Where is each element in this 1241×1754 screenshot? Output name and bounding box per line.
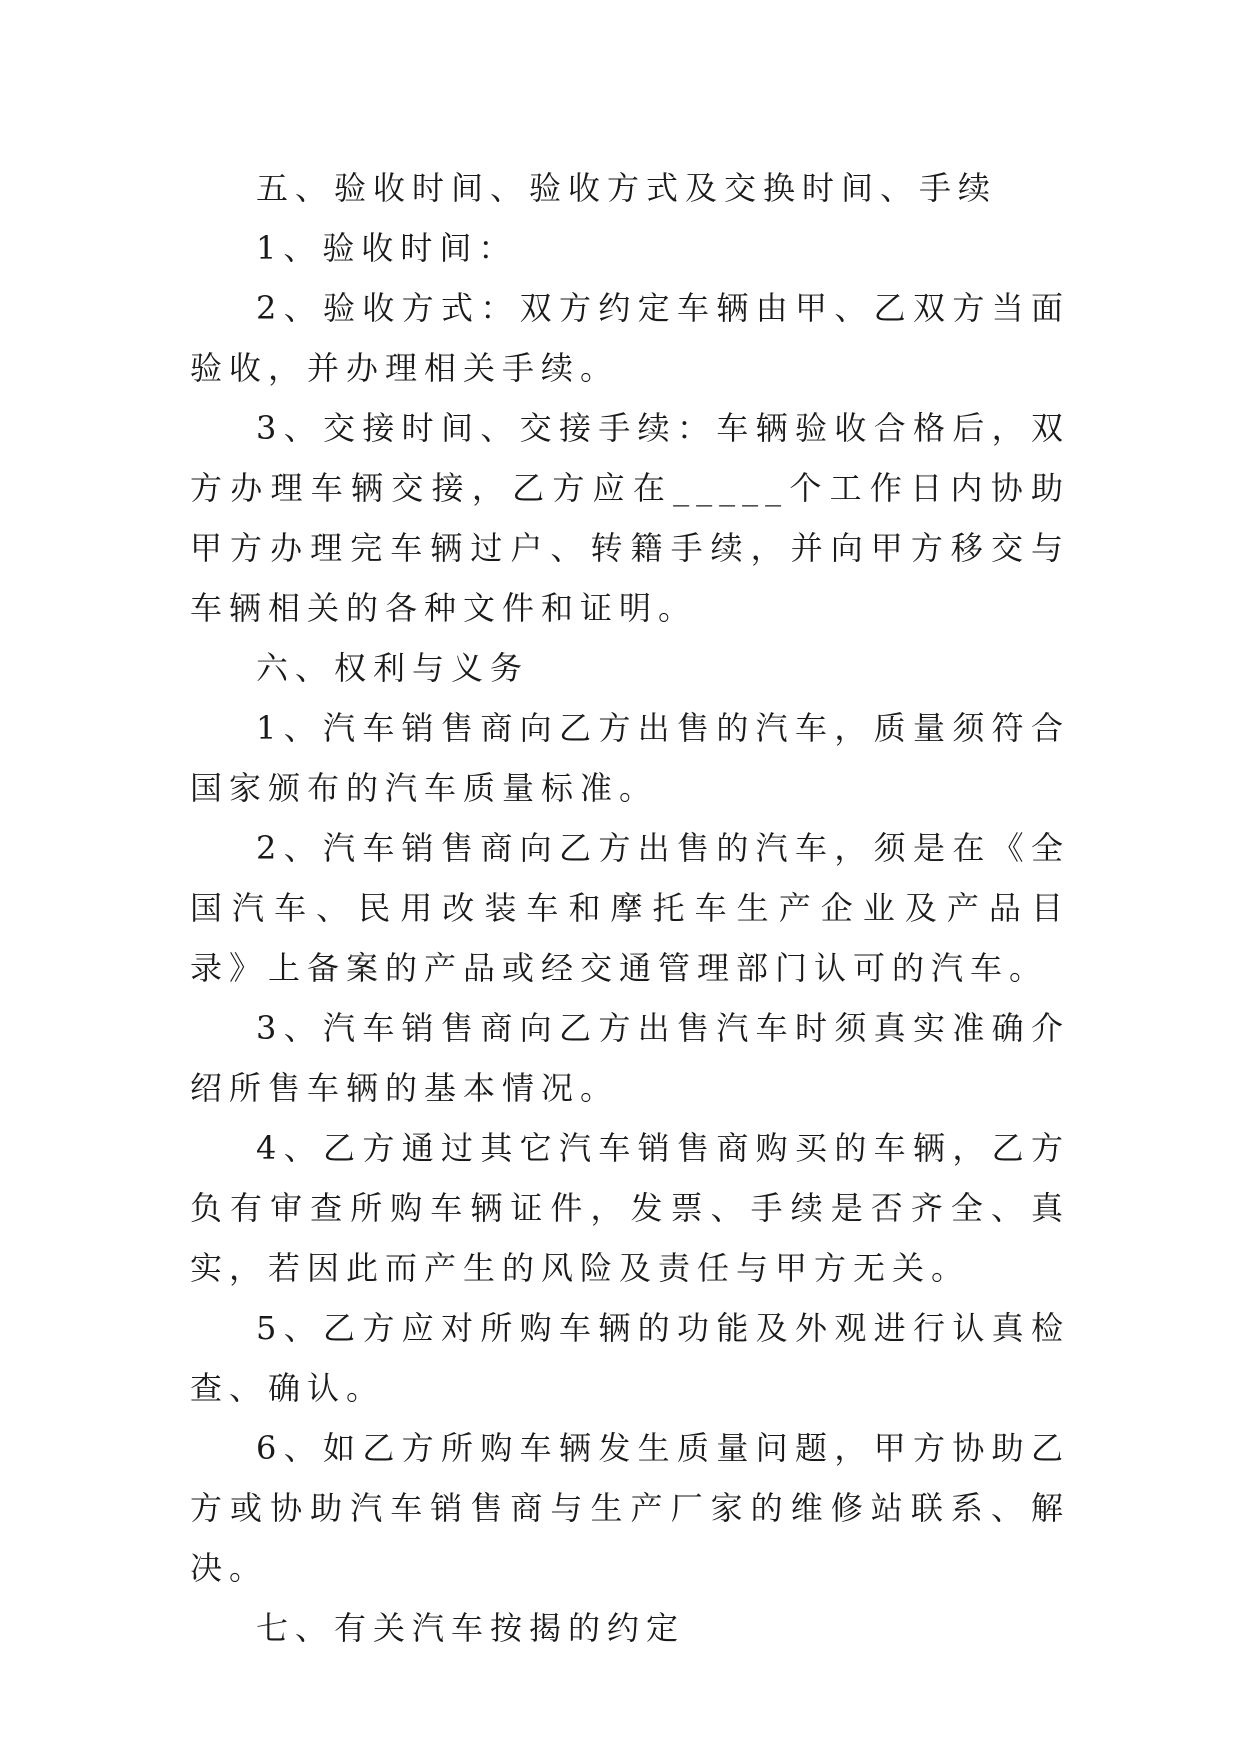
paragraph-rights-3: 3、汽车销售商向乙方出售汽车时须真实准确介绍所售车辆的基本情况。 xyxy=(190,1009,1070,1107)
section-heading-rights-obligations: 六、权利与义务 xyxy=(256,649,530,687)
paragraph-rights-2: 2、汽车销售商向乙方出售的汽车，须是在《全国汽车、民用改装车和摩托车生产企业及产品目录》上备案的产品或经交通管理部门认可的汽车。 xyxy=(190,829,1070,987)
paragraph-rights-1: 1、汽车销售商向乙方出售的汽车，质量须符合国家颁布的汽车质量标准。 xyxy=(190,709,1070,807)
section-heading-inspection: 五、验收时间、验收方式及交换时间、手续 xyxy=(256,169,998,207)
paragraph-rights-5: 5、乙方应对所购车辆的功能及外观进行认真检查、确认。 xyxy=(190,1309,1070,1407)
paragraph-rights-4: 4、乙方通过其它汽车销售商购买的车辆，乙方负有审查所购车辆证件，发票、手续是否齐全、真实，若因此而产生的风险及责任与甲方无关。 xyxy=(190,1129,1070,1287)
document-body xyxy=(190,158,1070,1658)
paragraph-inspection-method: 2、验收方式：双方约定车辆由甲、乙双方当面验收，并办理相关手续。 xyxy=(190,289,1070,387)
paragraph-inspection-time: 1、验收时间： xyxy=(256,229,518,267)
paragraph-rights-6: 6、如乙方所购车辆发生质量问题，甲方协助乙方或协助汽车销售商与生产厂家的维修站联系、解决。 xyxy=(190,1429,1070,1587)
paragraph-handover: 3、交接时间、交接手续：车辆验收合格后，双方办理车辆交接，乙方应在_____个工作日内协助甲方办理完车辆过户、转籍手续，并向甲方移交与车辆相关的各种文件和证明。 xyxy=(190,409,1070,627)
section-heading-mortgage: 七、有关汽车按揭的约定 xyxy=(256,1609,686,1647)
